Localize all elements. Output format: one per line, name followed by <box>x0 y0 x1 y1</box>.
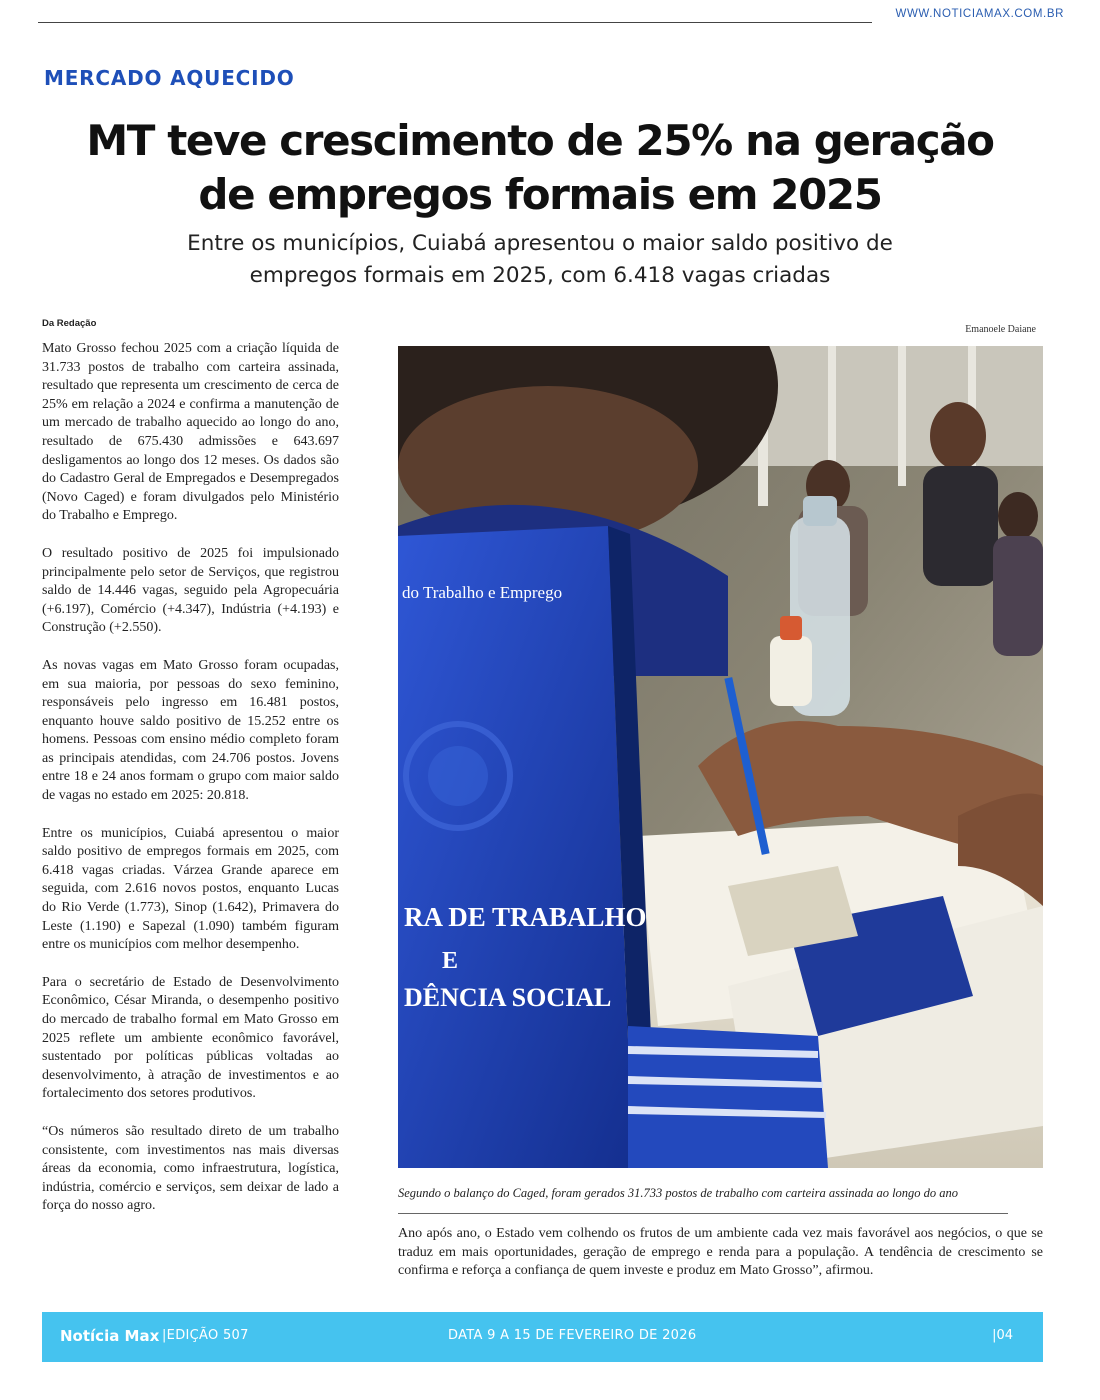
caption-rule <box>398 1213 1008 1214</box>
article-photo <box>398 346 1043 1168</box>
section-kicker: MERCADO AQUECIDO <box>44 66 295 90</box>
article-body-column <box>42 340 339 1235</box>
body-paragraph: “Os números são resultado direto de um trabalho consistente, com investimentos nas mais diversas áreas da economia, como infraestrutura, logística, indústria, comércio e serviços, sem deixar de lado a força do nosso agro. <box>42 1123 339 1214</box>
page-footer <box>42 1312 1043 1362</box>
footer-brand: Notícia Max <box>60 1327 160 1345</box>
footer-edition: |EDIÇÃO 507 <box>162 1328 249 1343</box>
body-paragraph: Para o secretário de Estado de Desenvolvimento Econômico, César Miranda, o desempenho positivo do mercado de trabalho formal em Mato Grosso em 2025 reflete um ambiente econômico favorável, sustentado por políticas públicas voltadas ao desenvolvimento, à atração de investimentos e ao fortalecimento dos setores produtivos. <box>42 974 339 1102</box>
top-rule <box>38 22 872 23</box>
photo-caption: Segundo o balanço do Caged, foram gerados 31.733 postos de trabalho com carteira assinada ao longo do ano <box>398 1186 959 1200</box>
book-text-top: do Trabalho e Emprego <box>402 583 563 602</box>
headline-line-1: MT teve crescimento de 25% na geração <box>86 116 994 165</box>
book-text-line-3: DÊNCIA SOCIAL <box>404 983 612 1012</box>
subhead-line-2: empregos formais em 2025, com 6.418 vagas criadas <box>249 263 831 288</box>
headline-line-2: de empregos formais em 2025 <box>198 170 882 219</box>
subhead-line-1: Entre os municípios, Cuiabá apresentou o maior saldo positivo de <box>187 231 893 256</box>
book-text-line-2: E <box>442 948 459 974</box>
site-url[interactable]: WWW.NOTICIAMAX.COM.BR <box>895 8 1064 20</box>
headline <box>40 114 1040 222</box>
footer-date: DATA 9 A 15 DE FEVEREIRO DE 2026 <box>448 1328 697 1343</box>
body-paragraph: Mato Grosso fechou 2025 com a criação líquida de 31.733 postos de trabalho com carteira assinada, resultado que representa um crescimento de cerca de 25% em relação a 2024 e confirma a manutenção de um mercado de trabalho aquecido ao longo do ano, resultado de 675.430 admissões e 643.697 desligamentos ao longo dos 12 meses. Os dados são do Cadastro Geral de Empregados e Desempregados (Novo Caged) e foram divulgados pelo Ministério do Trabalho e Emprego. <box>42 341 339 524</box>
book-text-line-1: RA DE TRABALHO <box>404 902 647 932</box>
photo-illustration <box>398 346 1043 1168</box>
body-paragraph: O resultado positivo de 2025 foi impulsionado principalmente pelo setor de Serviços, que registrou saldo de 14.446 vagas, seguido pela Agropecuária (+6.197), Comércio (+4.347), Indústria (+4.193) e Construção (+2.550). <box>42 545 339 636</box>
body-paragraph: Entre os municípios, Cuiabá apresentou o maior saldo positivo de empregos formais em 2025, com 6.418 vagas criadas. Várzea Grande aparece em seguida, com 2.616 novos postos, enquanto Lucas do Rio Verde (1.773), Sinop (1.642), Primavera do Leste (1.190) e Sapezal (1.090) também figuram entre os municípios com melhor desempenho. <box>42 825 339 953</box>
subheadline <box>80 228 1000 292</box>
photo-credit: Emanoele Daiane <box>965 324 1036 335</box>
article-continuation: Ano após ano, o Estado vem colhendo os frutos de um ambiente cada vez mais favorável aos negócios, o que se traduz em mais oportunidades, geração de emprego e renda para a população. A tendência de crescimento se confirma e reforça a confiança de quem investe e produz em Mato Grosso”, afirmou. <box>398 1226 1043 1279</box>
body-paragraph: As novas vagas em Mato Grosso foram ocupadas, em sua maioria, por pessoas do sexo feminino, responsáveis pelo ingresso em 16.481 postos, enquanto houve saldo positivo de 15.252 entre os homens. Pessoas com ensino médio completo foram as principais atendidas, com 24.706 postos. Jovens entre 18 e 24 anos formam o grupo com maior saldo de vagas no estado em 2025: 20.818. <box>42 657 339 804</box>
byline: Da Redação <box>42 318 97 329</box>
footer-page-number: |04 <box>992 1328 1013 1343</box>
